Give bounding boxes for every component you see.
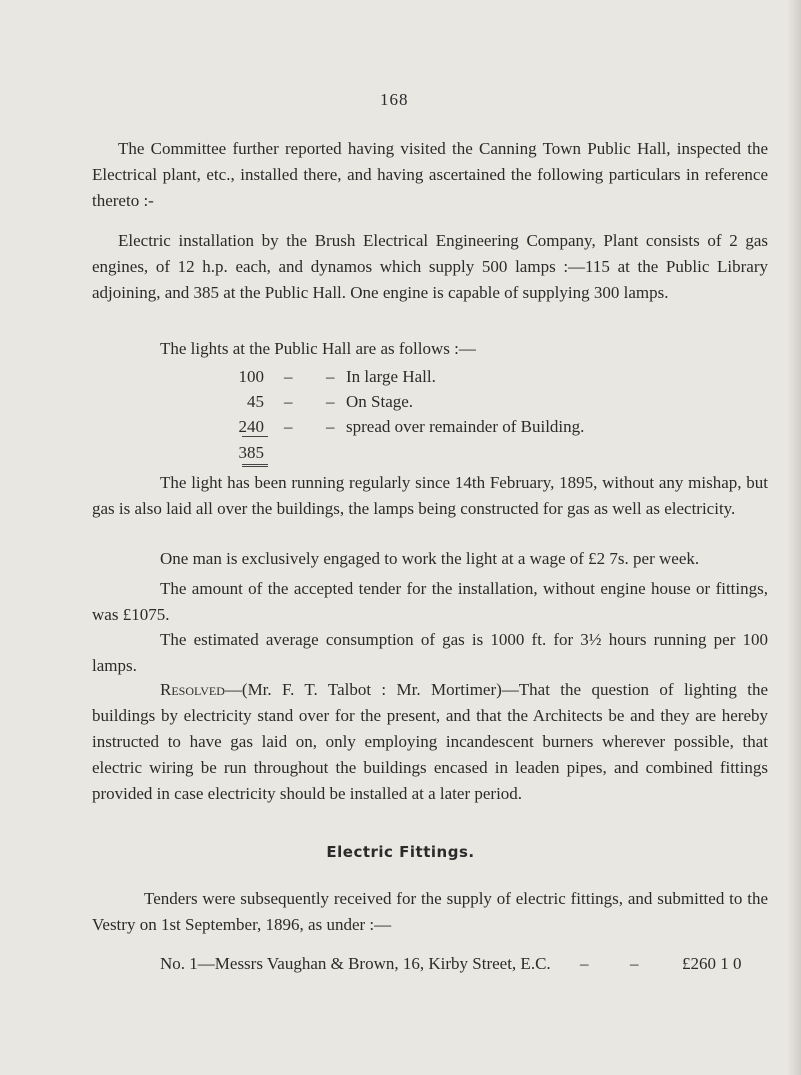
lights-count: 100 (238, 367, 264, 386)
paragraph-resolution (92, 677, 768, 807)
lights-description: spread over remainder of Building. (346, 417, 585, 436)
lights-dash: – (284, 392, 293, 411)
lights-dash: – (326, 417, 335, 436)
lights-dash: – (284, 417, 293, 436)
tender-dash: – (580, 954, 589, 973)
page-number: 168 (380, 90, 409, 109)
paragraph-wage: One man is exclusively engaged to work the light at a wage of £2 7s. per week. (160, 549, 700, 568)
tender-row (160, 951, 770, 977)
resolution-text: —(Mr. F. T. Talbot : Mr. Mortimer)—That the question of lighting the buildings by electricity stand over for the present, and that the Architects be and they are hereby instructed to have gas laid on, only employing incandescent burners wherever possible, that electric wiring be run throughout the buildings encased in leaden pipes, and combined fittings provided in case electricity should be installed at a later period. (92, 680, 768, 803)
lights-description: On Stage. (346, 392, 414, 411)
page-edge-shadow (787, 0, 801, 1075)
tender-description: No. 1—Messrs Vaughan & Brown, 16, Kirby Street, E.C. (160, 954, 551, 973)
paragraph-tender-amount: The amount of the accepted tender for the installation, without engine house or fittings, was £1075. (92, 579, 768, 624)
lights-count: 45 (247, 392, 264, 411)
lights-dash: – (326, 392, 335, 411)
tender-amount: £260 1 0 (682, 954, 742, 973)
paragraph-gas-consumption: The estimated average consumption of gas is 1000 ft. for 3½ hours running per 100 lamps. (92, 630, 768, 675)
resolved-label: Resolved (160, 680, 225, 699)
lights-dash: – (284, 367, 293, 386)
lights-dash: – (326, 367, 335, 386)
total-double-rule (242, 464, 268, 467)
lights-description: In large Hall. (346, 367, 436, 386)
sum-rule (242, 436, 268, 437)
section-heading: Electric Fittings. (326, 843, 475, 861)
paragraph-installation: Electric installation by the Brush Electrical Engineering Company, Plant consists of 2 gas engines, of 12 h.p. each, and dynamos which supply 500 lamps :—115 at the Public Library adjoining, and 385 at the Public Hall. One engine is capable of supplying 300 lamps. (92, 231, 768, 302)
paragraph-light-running: The light has been running regularly since 14th February, 1895, without any mishap, but gas is also laid all over the buildings, the lamps being constructed for gas as well as electricity. (92, 473, 768, 518)
paragraph-committee-visit: The Committee further reported having visited the Canning Town Public Hall, inspected the Electrical plant, etc., installed there, and having ascertained the following particulars in reference thereto :- (92, 139, 768, 210)
lights-total: 385 (238, 443, 264, 462)
paragraph-lights-intro: The lights at the Public Hall are as follows :— (160, 339, 476, 358)
tender-dash: – (630, 954, 639, 973)
lights-count: 240 (238, 417, 264, 436)
paragraph-tenders: Tenders were subsequently received for the supply of electric fittings, and submitted to the Vestry on 1st September, 1896, as under :— (92, 889, 768, 934)
